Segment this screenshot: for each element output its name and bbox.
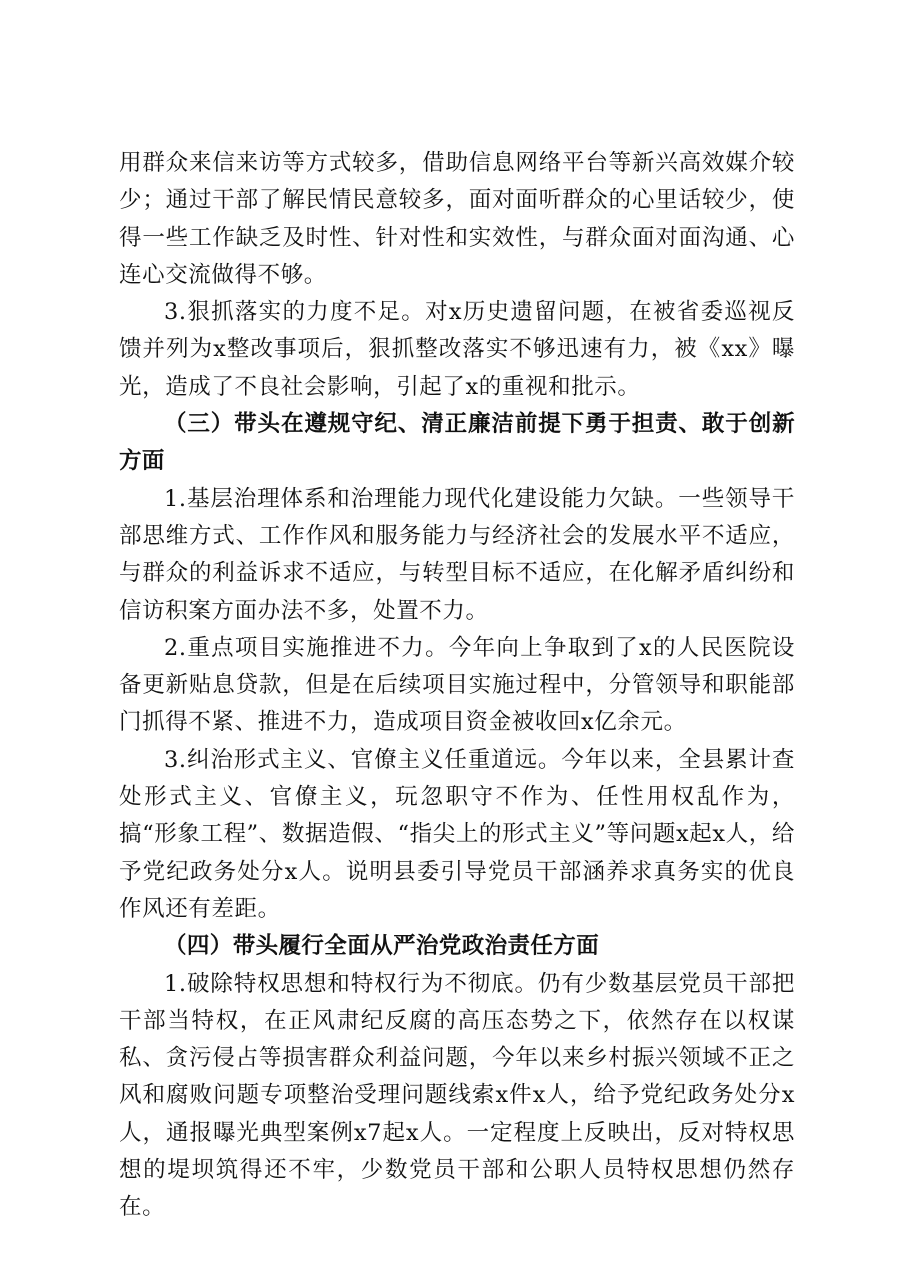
body-paragraph-enforcement: 3.狠抓落实的力度不足。对x历史遗留问题，在被省委巡视反馈并列为x整改事项后，狠抓整改落实不够迅速有力，被《xx》曝光，造成了不良社会影响，引起了x的重视和批示。 <box>119 299 795 400</box>
body-paragraph-governance: 1.基层治理体系和治理能力现代化建设能力欠缺。一些领导干部思维方式、工作作风和服务能力与经济社会的发展水平不适应，与群众的利益诉求不适应，与转型目标不适应，在化解矛盾纠纷和信访积案方面办法不多，处置不力。 <box>119 485 795 624</box>
section-heading-4: （四）带头履行全面从严治党政治责任方面 <box>164 933 600 960</box>
body-paragraph-projects: 2.重点项目实施推进不力。今年向上争取到了x的人民医院设备更新贴息贷款，但是在后续项目实施过程中，分管领导和职能部门抓得不紧、推进不力，造成项目资金被收回x亿余元。 <box>119 634 795 736</box>
body-paragraph-continued: 用群众来信来访等方式较多，借助信息网络平台等新兴高效媒介较少；通过干部了解民情民意较多，面对面听群众的心里话较少，使得一些工作缺乏及时性、针对性和实效性，与群众面对面沟通、心连心交流做得不够。 <box>119 150 795 288</box>
body-paragraph-privilege: 1.破除特权思想和特权行为不彻底。仍有少数基层党员干部把干部当特权，在正风肃纪反腐的高压态势之下，依然存在以权谋私、贪污侵占等损害群众利益问题，今年以来乡村振兴领域不正之风和腐败问题专项整治受理问题线索x件x人，给予党纪政务处分x人，通报曝光典型案例x7起x人。一定程度上反映出，反对特权思想的堤坝筑得还不牢，少数党员干部和公职人员特权思想仍然存在。 <box>119 970 795 1221</box>
body-paragraph-formalism: 3.纠治形式主义、官僚主义任重道远。今年以来，全县累计查处形式主义、官僚主义，玩忽职守不作为、任性用权乱作为，搞“形象工程”、数据造假、“指尖上的形式主义”等问题x起x人，给予党纪政务处分x人。说明县委引导党员干部涵养求真务实的优良作风还有差距。 <box>119 746 795 922</box>
document-page <box>119 145 795 1227</box>
section-heading-3: （三）带头在遵规守纪、清正廉洁前提下勇于担责、敢于创新方面 <box>119 411 795 475</box>
